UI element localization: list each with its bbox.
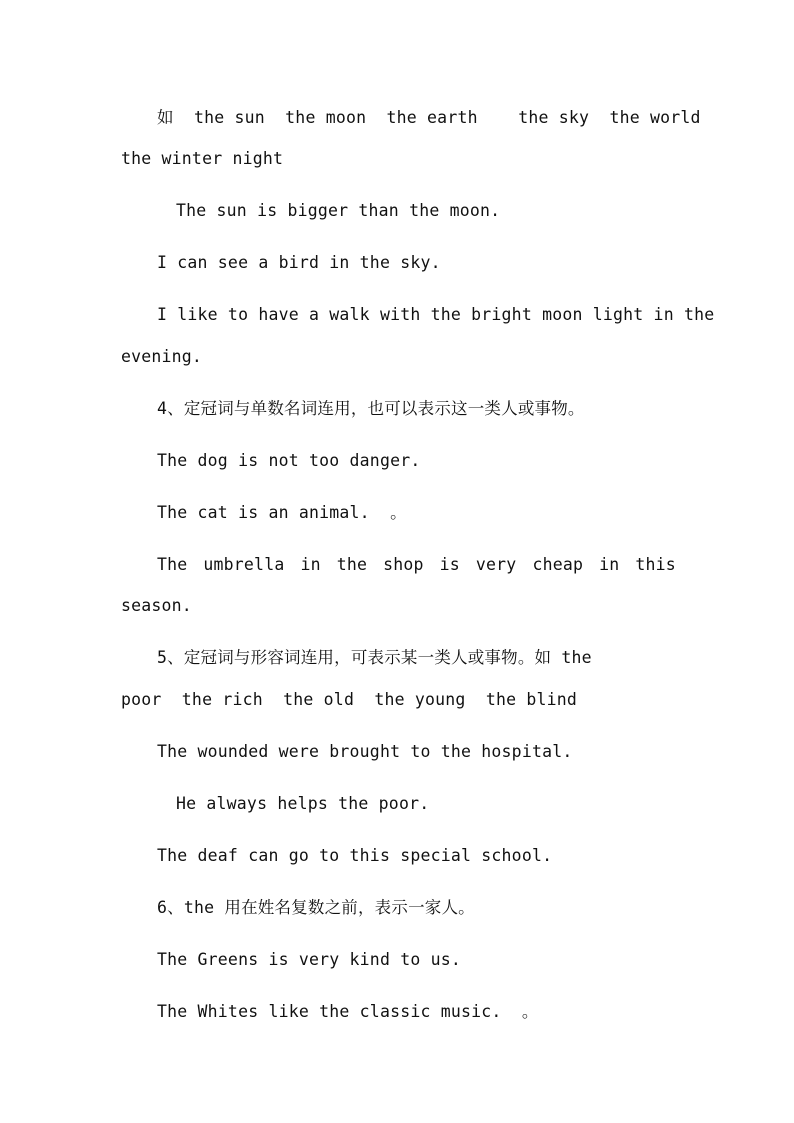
word: is <box>439 555 460 574</box>
example-sentence: The Whites like the classic music. 。 <box>157 1002 539 1021</box>
example-sentence: The wounded were brought to the hospital. <box>157 742 573 761</box>
example-sentence: The sun is bigger than the moon. <box>176 201 501 220</box>
word: very <box>475 555 517 574</box>
word: shop <box>383 555 424 574</box>
rule-heading-5: 5、定冠词与形容词连用，可表示某一类人或事物。如 the <box>157 648 592 667</box>
word: umbrella <box>203 555 285 574</box>
example-sentence: He always helps the poor. <box>176 794 430 813</box>
example-sentence: The deaf can go to this special school. <box>157 846 553 865</box>
example-sentence: The Greens is very kind to us. <box>157 950 462 969</box>
word: this <box>635 555 676 574</box>
example-sentence-continuation: season. <box>121 596 192 615</box>
example-list-continuation: poor the rich the old the young the blind <box>121 690 578 709</box>
example-list-continuation: the winter night <box>121 149 284 168</box>
example-sentence: The cat is an animal. 。 <box>157 503 407 522</box>
word: cheap <box>532 555 584 574</box>
example-sentence-continuation: evening. <box>121 347 203 366</box>
rule-heading-4: 4、定冠词与单数名词连用，也可以表示这一类人或事物。 <box>157 399 585 418</box>
example-sentence: I like to have a walk with the bright moon light in the <box>157 305 715 324</box>
word: in <box>599 555 620 574</box>
word: The <box>157 555 188 574</box>
rule-heading-6: 6、the 用在姓名复数之前，表示一家人。 <box>157 898 475 917</box>
word: the <box>336 555 368 574</box>
justified-example-sentence <box>157 555 676 575</box>
word: in <box>300 555 321 574</box>
example-list-line: 如 the sun the moon the earth the sky the world <box>157 108 701 127</box>
example-sentence: The dog is not too danger. <box>157 451 421 470</box>
example-sentence: I can see a bird in the sky. <box>157 253 441 272</box>
